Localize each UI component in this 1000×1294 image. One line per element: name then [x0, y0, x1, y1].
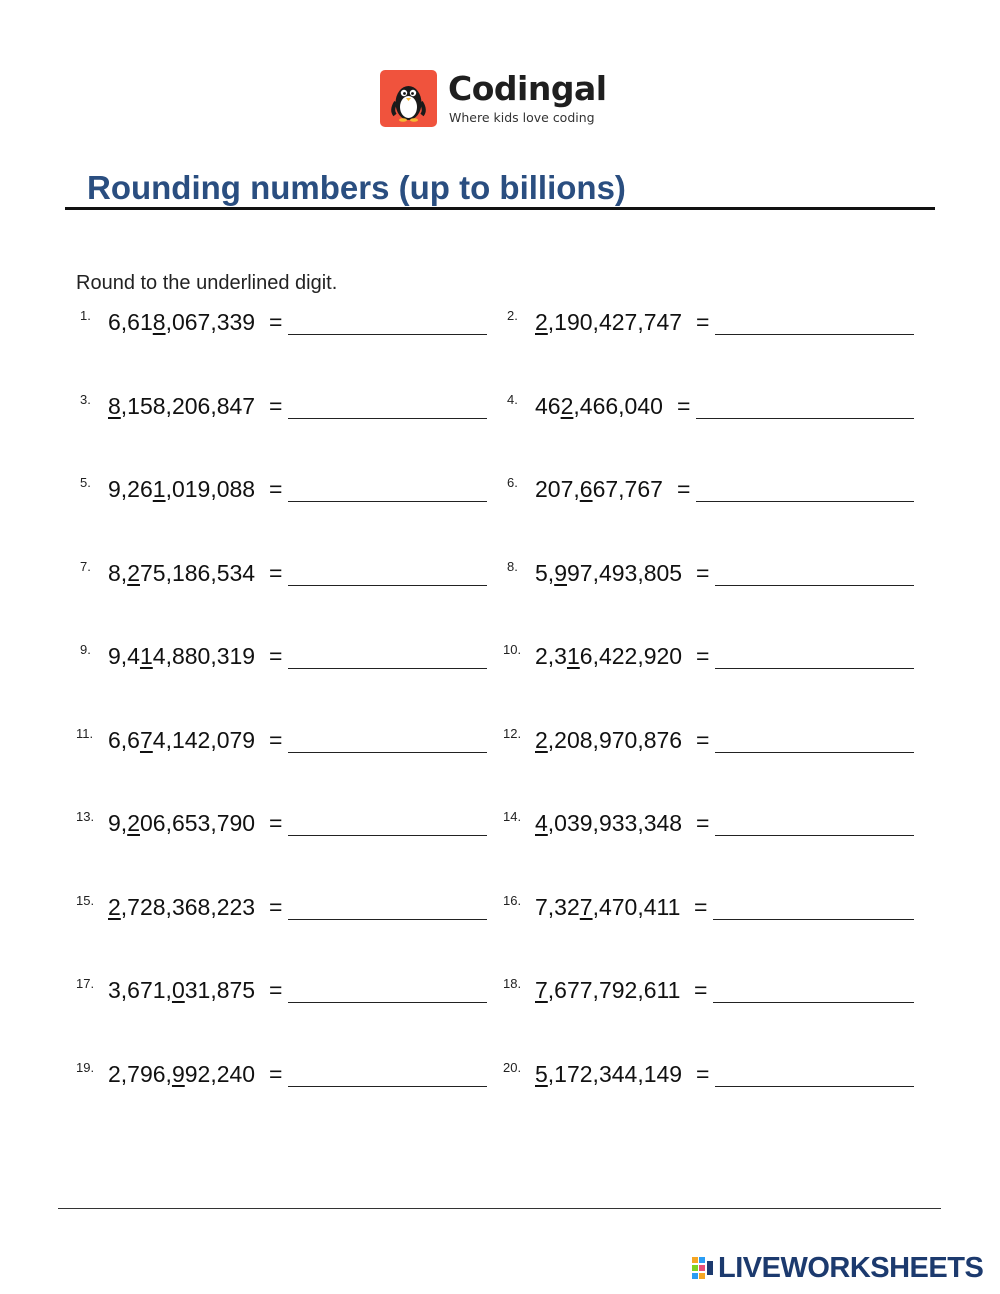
- problem-number: 8.: [507, 558, 518, 574]
- equals-sign: =: [269, 893, 283, 920]
- equals-sign: =: [677, 392, 691, 419]
- equals-sign: =: [696, 643, 710, 669]
- problem-number-value: [535, 976, 680, 1004]
- digits-after: ,067,339: [165, 309, 256, 335]
- equals-sign: =: [269, 476, 283, 502]
- equals-sign: =: [694, 977, 708, 1003]
- problem-number-value: [108, 726, 255, 754]
- equals-sign: =: [269, 810, 283, 836]
- underlined-digit: 5: [535, 1060, 548, 1087]
- equals-sign: =: [269, 1060, 283, 1087]
- digits-after: ,466,040: [573, 392, 663, 419]
- digits-after: ,019,088: [165, 476, 256, 502]
- equals-sign: =: [269, 559, 283, 586]
- problem-number-value: [535, 559, 682, 587]
- answer-blank[interactable]: [715, 1086, 914, 1087]
- digits-before: 46: [535, 392, 561, 419]
- answer-blank[interactable]: [288, 835, 487, 836]
- problem-number-value: [108, 559, 255, 587]
- problem-number: 12.: [503, 725, 522, 741]
- underlined-digit: 2: [127, 810, 140, 836]
- underlined-digit: 8: [108, 392, 121, 419]
- problem-number-value: [535, 1060, 682, 1088]
- problem-number-value: [108, 809, 255, 837]
- underlined-digit: 9: [171, 1060, 185, 1087]
- digits-before: 6,61: [108, 309, 153, 335]
- problem-number-value: [108, 642, 255, 670]
- answer-blank[interactable]: [715, 585, 914, 586]
- title-underline: [65, 207, 935, 210]
- digits-before: 2,3: [535, 643, 567, 669]
- answer-blank[interactable]: [713, 1002, 914, 1003]
- digits-before: 9,26: [108, 476, 153, 502]
- digits-before: 6,6: [108, 726, 140, 753]
- underlined-digit: 1: [566, 643, 580, 669]
- digits-before: 8,: [108, 559, 128, 586]
- equals-sign: =: [269, 643, 283, 669]
- digits-before: 207,: [535, 476, 580, 502]
- digits-after: 06,653,790: [139, 810, 256, 836]
- problem-number-value: [535, 392, 663, 420]
- digits-after: ,158,206,847: [120, 392, 256, 419]
- digits-before: 7,32: [535, 893, 580, 920]
- problem-number: 3.: [80, 391, 91, 407]
- problem-number-value: [108, 893, 255, 921]
- equals-sign: =: [269, 726, 283, 753]
- problem-number: 5.: [80, 475, 91, 490]
- worksheet-title: Rounding numbers (up to billions): [87, 169, 626, 206]
- problem-number: 14.: [503, 809, 522, 824]
- digits-after: 67,767: [592, 476, 663, 502]
- answer-blank[interactable]: [288, 418, 487, 419]
- answer-blank[interactable]: [715, 835, 914, 836]
- problem-number: 11.: [76, 725, 94, 741]
- equals-sign: =: [696, 1060, 710, 1087]
- answer-blank[interactable]: [288, 668, 487, 669]
- digits-after: ,728,368,223: [120, 893, 256, 920]
- equals-sign: =: [696, 559, 710, 586]
- digits-after: ,208,970,876: [547, 726, 683, 753]
- equals-sign: =: [269, 977, 283, 1003]
- problem-number: 19.: [76, 1059, 95, 1075]
- problem-number: 17.: [76, 976, 95, 991]
- problem-number-value: [535, 308, 682, 336]
- underlined-digit: 2: [127, 559, 140, 586]
- answer-blank[interactable]: [288, 334, 487, 335]
- underlined-digit: 9: [554, 559, 567, 586]
- problem-number: 6.: [507, 475, 518, 490]
- answer-blank[interactable]: [288, 585, 487, 586]
- underlined-digit: 7: [535, 977, 548, 1003]
- instructions: Round to the underlined digit.: [76, 272, 338, 294]
- underlined-digit: 7: [579, 893, 593, 920]
- digits-after: 4,880,319: [152, 643, 256, 669]
- answer-blank[interactable]: [715, 668, 914, 669]
- underlined-digit: 4: [535, 810, 548, 836]
- underlined-digit: 6: [579, 476, 593, 502]
- underlined-digit: 2: [108, 893, 121, 920]
- equals-sign: =: [696, 309, 710, 335]
- digits-after: 75,186,534: [139, 559, 256, 586]
- digits-after: ,172,344,149: [547, 1060, 683, 1087]
- digits-after: 31,875: [184, 977, 256, 1003]
- digits-before: 5,: [535, 559, 555, 586]
- digits-after: 6,422,920: [579, 643, 683, 669]
- problem-number-value: [108, 1060, 255, 1088]
- digits-before: 9,4: [108, 643, 140, 669]
- problem-number-value: [108, 392, 255, 420]
- problem-number-value: [535, 726, 682, 754]
- equals-sign: =: [696, 810, 710, 836]
- problem-number: 16.: [503, 892, 522, 908]
- answer-blank[interactable]: [715, 334, 914, 335]
- footer-divider: [58, 1208, 941, 1209]
- problem-number: 15.: [76, 892, 95, 908]
- digits-after: ,190,427,747: [547, 309, 683, 335]
- underlined-digit: 8: [152, 309, 166, 335]
- digits-after: ,470,411: [592, 893, 681, 920]
- answer-blank[interactable]: [713, 919, 914, 920]
- problem-number: 1.: [80, 308, 91, 323]
- problem-number: 9.: [80, 642, 91, 657]
- underlined-digit: 2: [560, 392, 574, 419]
- underlined-digit: 1: [139, 643, 153, 669]
- answer-blank[interactable]: [288, 1002, 487, 1003]
- underlined-digit: 7: [139, 726, 153, 753]
- digits-after: ,039,933,348: [547, 810, 683, 836]
- problem-number: 18.: [503, 976, 522, 991]
- answer-blank[interactable]: [288, 752, 487, 753]
- penguin-logo-icon: [380, 70, 437, 127]
- problem-number: 10.: [503, 642, 522, 657]
- answer-blank[interactable]: [288, 501, 487, 502]
- underlined-digit: 2: [535, 726, 548, 753]
- digits-after: 97,493,805: [566, 559, 683, 586]
- brand-tagline: Where kids love coding: [449, 110, 595, 125]
- liveworksheets-wordmark: LIVEWORKSHEETS: [718, 1252, 984, 1284]
- problem-number-value: [535, 642, 682, 670]
- liveworksheets-blocks-icon: [692, 1257, 714, 1279]
- problem-number: 4.: [507, 391, 518, 407]
- answer-blank[interactable]: [715, 752, 914, 753]
- digits-before: 2,796,: [108, 1060, 172, 1087]
- equals-sign: =: [694, 893, 708, 920]
- underlined-digit: 2: [535, 309, 548, 335]
- answer-blank[interactable]: [288, 919, 487, 920]
- brand-name: Codingal: [448, 69, 607, 108]
- underlined-digit: 1: [152, 476, 166, 502]
- problem-number: 2.: [507, 308, 518, 323]
- equals-sign: =: [696, 726, 710, 753]
- answer-blank[interactable]: [696, 418, 914, 419]
- digits-before: 3,671,: [108, 977, 172, 1003]
- equals-sign: =: [269, 309, 283, 335]
- digits-after: ,677,792,611: [547, 977, 681, 1003]
- equals-sign: =: [677, 476, 691, 502]
- digits-before: 9,: [108, 810, 128, 836]
- problem-number: 7.: [80, 558, 91, 574]
- equals-sign: =: [269, 392, 283, 419]
- problem-number-value: [108, 308, 255, 336]
- digits-after: 92,240: [184, 1060, 256, 1087]
- underlined-digit: 0: [171, 977, 185, 1003]
- digits-after: 4,142,079: [152, 726, 256, 753]
- problem-number-value: [108, 475, 255, 503]
- problem-number: 20.: [503, 1059, 522, 1075]
- answer-blank[interactable]: [696, 501, 914, 502]
- problem-number-value: [108, 976, 255, 1004]
- problem-number-value: [535, 475, 663, 503]
- problem-number-value: [535, 893, 680, 921]
- problem-number: 13.: [76, 809, 95, 824]
- codingal-logo: [380, 70, 620, 130]
- answer-blank[interactable]: [288, 1086, 487, 1087]
- problem-number-value: [535, 809, 682, 837]
